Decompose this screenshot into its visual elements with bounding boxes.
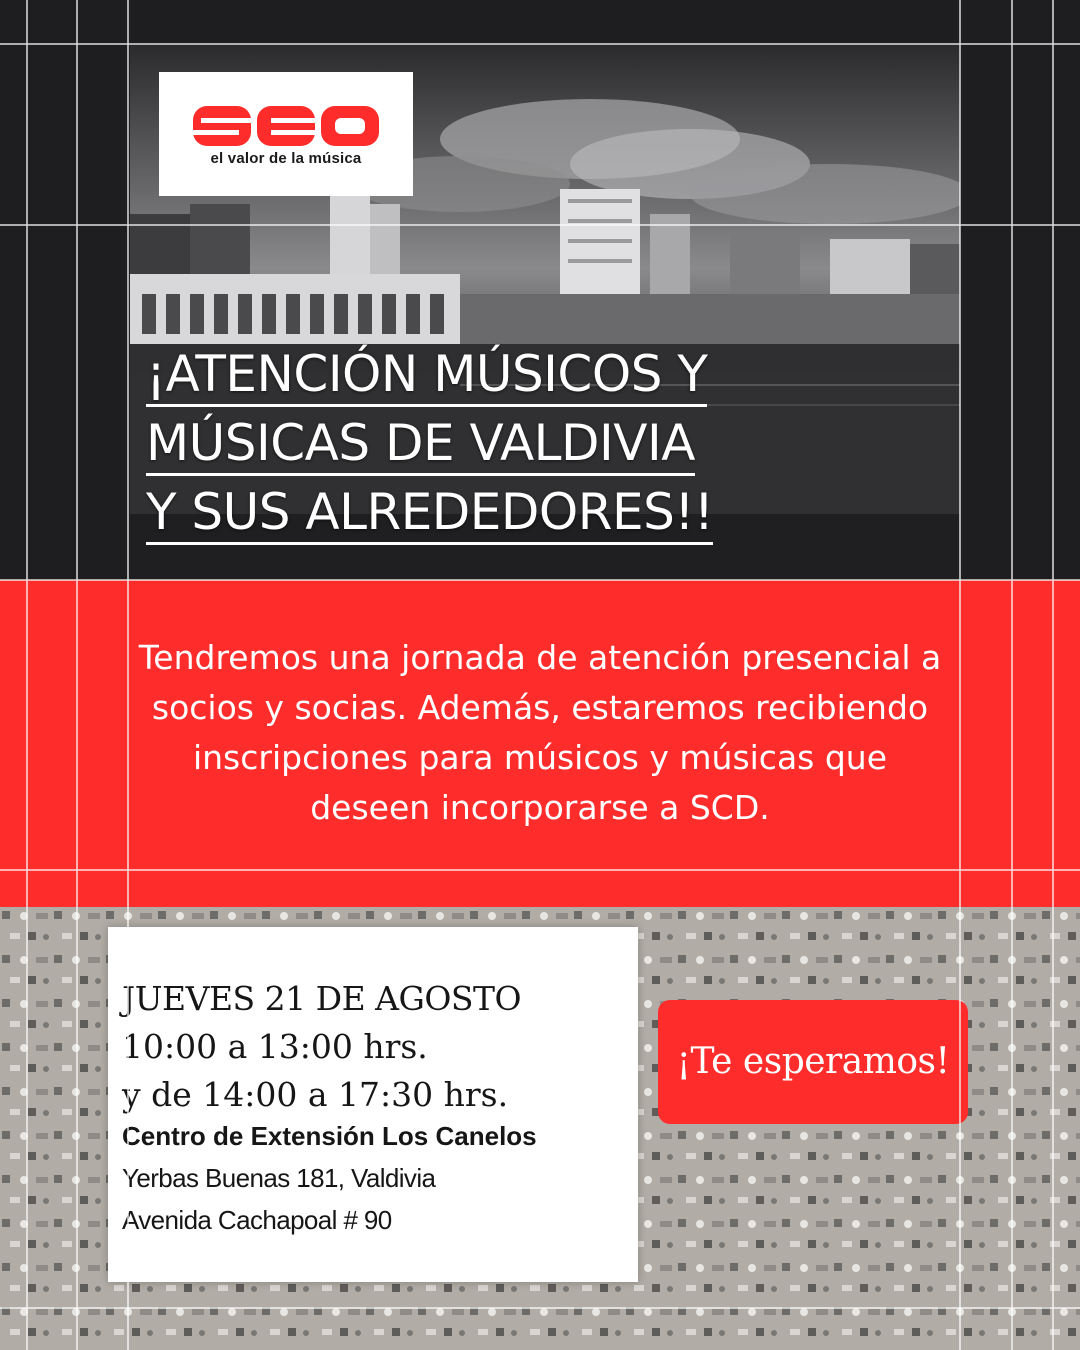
headline-line-1: ¡ATENCIÓN MÚSICOS Y [146, 345, 707, 407]
event-address-1: Yerbas Buenas 181, Valdivia [122, 1163, 436, 1193]
headline [146, 345, 826, 552]
headline-line-2: MÚSICAS DE VALDIVIA [146, 414, 695, 476]
event-time-1: 10:00 a 13:00 hrs. [122, 1027, 428, 1066]
intro-text [0, 633, 1080, 833]
event-venue: Centro de Extensión Los Canelos [122, 1121, 537, 1151]
intro-line-1: Tendremos una jornada de atención presencial a [138, 638, 942, 677]
te-esperamos-badge: ¡Te esperamos! [658, 1000, 968, 1124]
logo-tagline: el valor de la música [210, 150, 362, 167]
event-details-card [108, 927, 638, 1282]
event-date: JUEVES 21 DE AGOSTO [122, 979, 522, 1018]
intro-line-2: socios y socias. Además, estaremos recibiendo [151, 688, 929, 727]
intro-line-4: deseen incorporarse a SCD. [310, 788, 770, 827]
event-time-2: y de 14:00 a 17:30 hrs. [122, 1075, 509, 1114]
scd-logo [159, 72, 413, 196]
intro-line-3: inscripciones para músicos y músicas que [192, 738, 888, 777]
scd-logo-mark [193, 106, 379, 146]
headline-line-3: Y SUS ALREDEDORES!! [146, 483, 713, 545]
event-address-2: Avenida Cachapoal # 90 [122, 1205, 392, 1235]
